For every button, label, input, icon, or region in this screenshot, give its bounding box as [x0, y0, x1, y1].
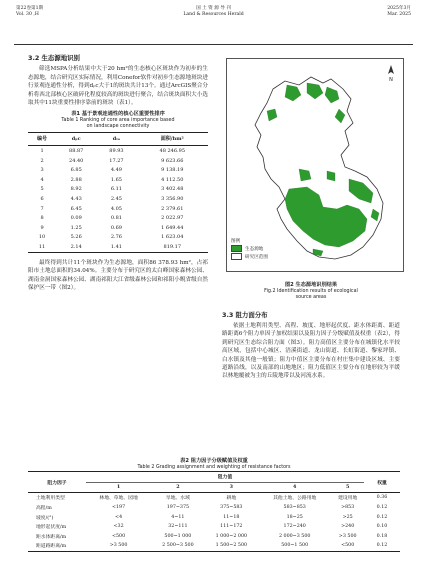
- table-cell: 1 000~2 000: [215, 533, 248, 539]
- table-cell: 坡度/(°): [36, 515, 54, 521]
- right-column: [222, 322, 400, 381]
- figure2-caption-en-2: source areas: [295, 295, 327, 300]
- table-cell: 172~240: [283, 524, 306, 530]
- table-cell: 89.93: [109, 148, 124, 155]
- table-cell: 4.05: [110, 205, 122, 212]
- table2-level: 3: [205, 482, 258, 493]
- north-arrow: [387, 65, 395, 83]
- table-cell: 0.69: [110, 224, 122, 231]
- table-cell: 耕地: [226, 496, 237, 502]
- table-cell: 1 649.44: [161, 224, 184, 231]
- table-cell: >853: [341, 505, 355, 511]
- legend-swatch-boundary: [231, 253, 242, 260]
- table-row: [28, 166, 208, 176]
- table2-caption: [28, 458, 400, 471]
- table1-caption: [28, 111, 208, 130]
- table2-header-weight: 权重: [364, 472, 400, 493]
- table-cell: 197~375: [166, 505, 190, 511]
- table-row: [28, 214, 208, 224]
- table-cell: 2.88: [70, 176, 82, 183]
- table-cell: 5: [40, 186, 44, 193]
- table-cell: 0.12: [376, 514, 388, 520]
- north-label: N: [389, 77, 393, 83]
- table-cell: 9: [40, 224, 44, 231]
- table-cell: 11~18: [223, 514, 240, 520]
- table-cell: 6: [40, 196, 44, 202]
- table-cell: 2.76: [110, 234, 122, 241]
- table-row: [28, 146, 208, 156]
- table-cell: 500~1 000: [164, 533, 192, 539]
- table2-level: 2: [151, 482, 204, 493]
- table-cell: 500~1 500: [258, 541, 331, 551]
- table-row: [28, 242, 208, 252]
- table-cell: <197: [111, 505, 126, 511]
- table-cell: 5.26: [70, 234, 82, 241]
- table-row: [28, 233, 208, 243]
- table-cell: 4~11: [171, 514, 185, 520]
- table-cell: 48 246.95: [159, 148, 185, 155]
- table-cell: 9 623.66: [161, 157, 184, 164]
- paragraph: 筛选MSPA分析结果中大于20 hm²的生态核心区斑块作为初步的生态源地，结合研究区实际情况，利用Conefor软件对初步生态源地斑块进行景观连通性分析，得到dₚc大于1的斑块共计13个。通过ArcGIS聚合分析将西北部核心区破碎化程度较高的斑块进行聚合，结合斑块面积大小选取其中11块重要性排序靠前的斑块（表1）。: [28, 66, 208, 107]
- table-cell: 3: [40, 167, 44, 174]
- section-heading-3-2: 3.2 生态源地识别: [28, 54, 80, 62]
- figure2-map: [226, 58, 404, 272]
- table-cell: 2 022.97: [161, 215, 184, 222]
- table2-body: [28, 493, 400, 552]
- table-cell: 819.17: [137, 242, 208, 252]
- table-cell: 其他土地、公路用地: [273, 496, 317, 502]
- table-cell: 8.92: [70, 186, 82, 193]
- table-cell: <32: [113, 524, 124, 530]
- table2: [28, 471, 400, 552]
- table-cell: 建设用地: [338, 496, 358, 502]
- table-cell: 11: [28, 242, 56, 252]
- table2-level: 5: [331, 482, 364, 493]
- header-issue: 第22卷第1期: [16, 6, 44, 11]
- table2-caption-en: Table 2 Grading assignment and weighting of resistance factors: [137, 465, 291, 470]
- section-heading-3-3: 3.3 阻力面分布: [222, 311, 268, 319]
- table-row: [28, 156, 208, 166]
- legend-title: 图例: [231, 239, 241, 244]
- header-volume: Vol. 30 ,H: [16, 12, 39, 17]
- table-cell: <500: [111, 533, 126, 539]
- table-row: [28, 194, 208, 204]
- table2-header-value: 阻力值: [86, 472, 364, 483]
- table-cell: <4: [115, 514, 123, 520]
- table2-block: [28, 458, 400, 552]
- table-cell: 2 000~3 500: [278, 533, 311, 539]
- table-cell: 距水体距离/m: [36, 534, 67, 540]
- table-row: [28, 493, 400, 503]
- table-cell: 8: [40, 215, 44, 222]
- table1-body: [28, 146, 208, 253]
- table1-caption-en-2: on landscape connectivity: [86, 124, 150, 130]
- table-cell: 17.27: [109, 157, 124, 164]
- table-cell: 583~853: [283, 505, 306, 511]
- table-cell: 4: [40, 176, 44, 183]
- legend-item: 生态源地: [245, 247, 264, 252]
- table-cell: 2 500~3 500: [151, 541, 204, 551]
- table-cell: 1.65: [110, 176, 122, 183]
- table-cell: 林地、草地、园地: [99, 496, 138, 502]
- journal-title-en: Land & Resources Herald: [183, 12, 244, 17]
- table1-header: 面积/hm²: [137, 133, 208, 146]
- table-cell: 2 379.61: [161, 205, 184, 212]
- table-cell: >25: [342, 514, 353, 520]
- table-cell: 0.10: [376, 524, 388, 530]
- table1-caption-en: Table 1 Ranking of core area importance based: [61, 118, 175, 124]
- header-date-en: Mar. 2025: [387, 12, 411, 17]
- table-cell: 9 138.19: [161, 167, 184, 174]
- table-cell: 0.12: [364, 541, 400, 551]
- table2-header-factor: 阻力因子: [28, 472, 86, 493]
- table-cell: 0.09: [70, 215, 82, 222]
- table-cell: >3 500: [338, 533, 357, 539]
- table-row: [28, 503, 400, 513]
- table1-caption-cn: 表1 基于景观连通性的核心区重要性排序: [71, 111, 165, 118]
- table-row: [28, 522, 400, 532]
- table2-level: 4: [258, 482, 331, 493]
- table-cell: 18~25: [286, 514, 303, 520]
- legend-swatch-source: [231, 245, 242, 252]
- table-cell: 4.49: [110, 167, 122, 174]
- table-row: [28, 532, 400, 542]
- table-cell: 0.18: [376, 533, 388, 539]
- table-cell: 1.41: [96, 242, 136, 252]
- table1-header: dₗₐ: [96, 133, 136, 146]
- figure2-caption-en: Fig.2 Identification results of ecological: [264, 289, 358, 294]
- table-row: [28, 512, 400, 522]
- table-cell: >240: [341, 524, 355, 530]
- paragraph: 依据土地利用类型、高程、坡度、地形起伏度、距水体距离、距道路距离6个阻力单因子加权结果以及阻力因子分级赋值及权重（表2），得到研究区生态综合阻力面（图3）。阻力高值区主要分布在城镇化水平较高区域，包括中心城区、浯溪街道、龙山街道、长虹街道、黎家坪镇、白水镇及其他一般镇；阻力中值区主要分布在村庄集中建设区域、主要道路沿线，以及南部的山地地区；阻力低值区主要分布在地形较为平缓以林地覆被为主的丘陵地带以及河流水系。: [222, 323, 400, 380]
- table-cell: 375~583: [220, 505, 243, 511]
- table-cell: 地形起伏度/m: [36, 525, 67, 531]
- legend-item: 研究区范围: [245, 255, 268, 260]
- table-cell: 0.81: [110, 215, 122, 222]
- table-cell: 4 112.50: [161, 176, 184, 183]
- table-cell: 88.87: [69, 148, 84, 155]
- table-cell: 高程/m: [36, 506, 52, 512]
- paragraph: 最终得到共计11个斑块作为生态源地，面积86 378.93 hm²，占祁阳市土地总面积的34.04%。主要分布于研究区的太白峰国家森林公园、湖南金洞国家森林公园、湖南祁阳大江省级森林公园和祁阳小鲵省级自然保护区一带（图2）。: [28, 259, 208, 292]
- map-legend: [231, 238, 268, 261]
- table-cell: 1: [40, 148, 44, 155]
- table-row: [28, 223, 208, 233]
- running-header: [10, 6, 417, 28]
- table-row: [28, 175, 208, 185]
- left-column: [28, 52, 208, 293]
- table-cell: <500: [331, 541, 364, 551]
- table-cell: 2: [40, 157, 44, 164]
- table-cell: 土地利用类型: [36, 496, 65, 502]
- table-cell: 6.11: [110, 186, 122, 193]
- table1-header: 编号: [28, 133, 56, 146]
- table-row: [28, 185, 208, 195]
- table-cell: 6.45: [70, 205, 82, 212]
- table-cell: 32~111: [168, 524, 188, 530]
- table-cell: 111~172: [220, 524, 243, 530]
- table1: [28, 132, 208, 253]
- table-cell: 距道路距离/m: [28, 541, 86, 551]
- header-rule: [14, 44, 413, 45]
- table-cell: >3 500: [86, 541, 151, 551]
- table-cell: 2.14: [56, 242, 96, 252]
- table-cell: 0.12: [376, 505, 388, 511]
- table-cell: 1.25: [70, 224, 82, 231]
- table-row: [28, 541, 400, 551]
- table-cell: 旱地、水域: [165, 496, 190, 502]
- journal-title: 国 土 资 源 导 刊: [196, 6, 231, 11]
- table2-level: 1: [86, 482, 151, 493]
- table-cell: 24.40: [69, 157, 84, 164]
- table-cell: 3 356.90: [161, 196, 184, 202]
- table-cell: 6.85: [70, 167, 82, 174]
- table-cell: 3 402.48: [161, 186, 184, 193]
- table-row: [28, 204, 208, 214]
- table-cell: 1 623.04: [161, 234, 184, 241]
- table2-caption-cn: 表2 阻力因子分级赋值及权重: [180, 458, 248, 464]
- table-cell: 2.45: [110, 196, 122, 202]
- table1-header: dₚc: [56, 133, 96, 146]
- table-cell: 1 500~2 500: [205, 541, 258, 551]
- figure2-caption: [222, 282, 400, 301]
- table-cell: 10: [38, 234, 46, 241]
- table-cell: 7: [40, 205, 44, 212]
- figure2-caption-cn: 图2 生态源地识别结果: [284, 282, 338, 288]
- table-cell: 0.36: [376, 495, 388, 501]
- header-date: 2025年3月: [387, 6, 411, 11]
- table-cell: 4.43: [70, 196, 82, 202]
